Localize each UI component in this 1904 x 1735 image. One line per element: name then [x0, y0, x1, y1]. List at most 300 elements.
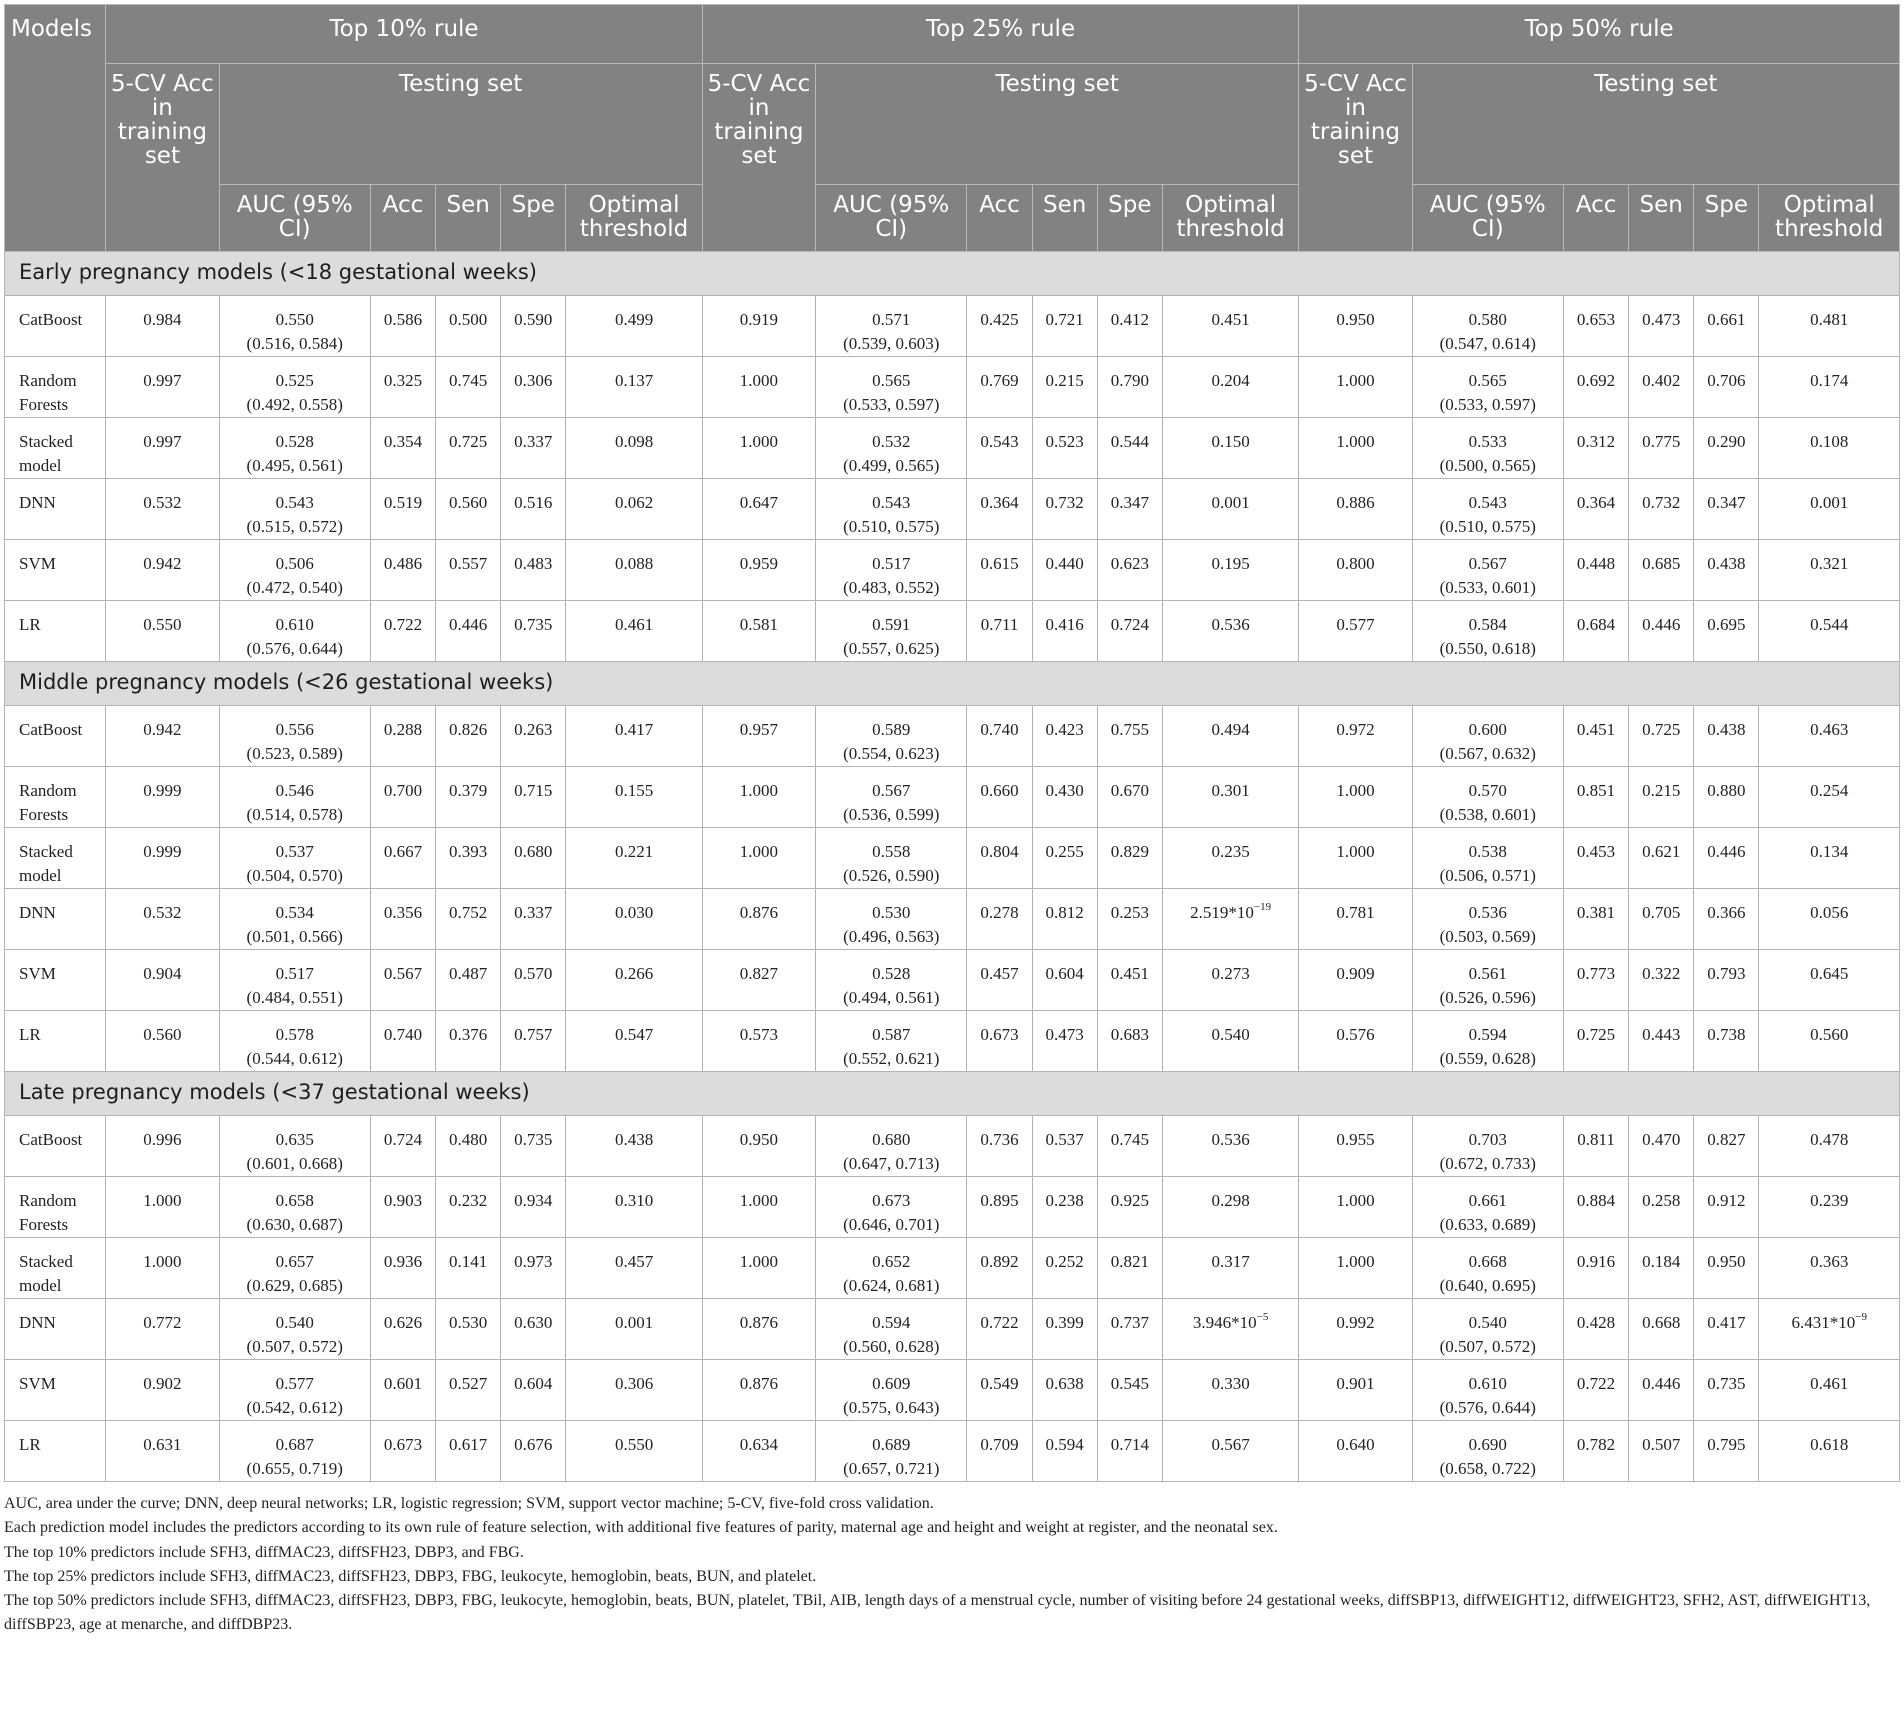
- top10-threshold-cell: 0.221: [566, 828, 702, 889]
- footnote-model-features: Each prediction model includes the predictors according to its own rule of feature selection, with additional five features of parity, maternal age and height and weight at register, and the neonatal sex.: [4, 1519, 1278, 1537]
- top10-spe-cell: 0.337: [501, 889, 566, 950]
- top25-threshold-cell: 0.451: [1162, 296, 1298, 357]
- auc-value: 0.532: [872, 432, 911, 451]
- top50-acc-cell: 0.451: [1563, 706, 1628, 767]
- top25-threshold-cell: 0.536: [1162, 1116, 1298, 1177]
- top50-auc-cell: [1412, 889, 1563, 950]
- top25-acc-cell: 0.740: [967, 706, 1032, 767]
- top25-acc-cell: 0.736: [967, 1116, 1032, 1177]
- top50-sen-cell: 0.732: [1629, 479, 1694, 540]
- top10-acc-cell: 0.354: [370, 418, 435, 479]
- top50-threshold-cell: 0.056: [1759, 889, 1900, 950]
- top25-cv-acc-cell: 1.000: [702, 418, 815, 479]
- acc-header: Acc: [967, 185, 1032, 252]
- auc-ci: (0.647, 0.713): [843, 1154, 940, 1173]
- top25-acc-cell: 0.722: [967, 1299, 1032, 1360]
- top10-spe-cell: 0.483: [501, 540, 566, 601]
- top25-spe-cell: 0.821: [1097, 1238, 1162, 1299]
- threshold-header: Optimal threshold: [1162, 185, 1298, 252]
- auc-ci: (0.554, 0.623): [843, 744, 940, 763]
- model-name: DNN: [5, 479, 106, 540]
- auc-ci: (0.496, 0.563): [843, 927, 940, 946]
- top50-acc-cell: 0.851: [1563, 767, 1628, 828]
- top10-spe-cell: 0.263: [501, 706, 566, 767]
- top10-threshold-cell: 0.417: [566, 706, 702, 767]
- table-row: [5, 1299, 1900, 1360]
- section-row: [5, 662, 1900, 706]
- top25-cv-acc-cell: 0.876: [702, 1360, 815, 1421]
- auc-ci: (0.658, 0.722): [1439, 1459, 1536, 1478]
- top10-header: Top 10% rule: [106, 5, 703, 64]
- top10-sen-cell: 0.393: [436, 828, 501, 889]
- top25-sen-cell: 0.594: [1032, 1421, 1097, 1482]
- top10-spe-cell: 0.735: [501, 1116, 566, 1177]
- top50-cv-acc-cell: 0.992: [1299, 1299, 1412, 1360]
- top25-threshold-cell: 0.001: [1162, 479, 1298, 540]
- top50-cv-acc-cell: 1.000: [1299, 357, 1412, 418]
- sen-header: Sen: [436, 185, 501, 252]
- top25-threshold-cell: 0.235: [1162, 828, 1298, 889]
- top50-threshold-cell: 0.463: [1759, 706, 1900, 767]
- auc-value: 0.540: [1468, 1313, 1507, 1332]
- cv-header: 5-CV Acc in training set: [702, 64, 815, 252]
- top10-threshold-cell: 0.088: [566, 540, 702, 601]
- auc-value: 0.661: [1468, 1191, 1507, 1210]
- top10-spe-cell: 0.757: [501, 1011, 566, 1072]
- top25-acc-cell: 0.425: [967, 296, 1032, 357]
- section-title: Middle pregnancy models (<26 gestational weeks): [5, 662, 1900, 706]
- top10-acc-cell: 0.740: [370, 1011, 435, 1072]
- top50-threshold-cell: 0.560: [1759, 1011, 1900, 1072]
- top50-threshold-cell: 0.363: [1759, 1238, 1900, 1299]
- auc-ci: (0.550, 0.618): [1439, 639, 1536, 658]
- top50-sen-cell: 0.473: [1629, 296, 1694, 357]
- top10-spe-cell: 0.676: [501, 1421, 566, 1482]
- auc-value: 0.687: [275, 1435, 314, 1454]
- model-name: Random Forests: [5, 357, 106, 418]
- top25-acc-cell: 0.711: [967, 601, 1032, 662]
- top50-cv-acc-cell: 0.950: [1299, 296, 1412, 357]
- top10-acc-cell: 0.724: [370, 1116, 435, 1177]
- model-name: SVM: [5, 1360, 106, 1421]
- top25-auc-cell: [816, 1011, 967, 1072]
- top10-auc-cell: [219, 828, 370, 889]
- table-row: [5, 1177, 1900, 1238]
- auc-value: 0.534: [275, 903, 314, 922]
- top50-sen-cell: 0.215: [1629, 767, 1694, 828]
- top10-cv-acc-cell: 0.904: [106, 950, 219, 1011]
- top10-acc-cell: 0.601: [370, 1360, 435, 1421]
- top25-acc-cell: 0.278: [967, 889, 1032, 950]
- top50-cv-acc-cell: 0.909: [1299, 950, 1412, 1011]
- top10-spe-cell: 0.570: [501, 950, 566, 1011]
- auc-value: 0.673: [872, 1191, 911, 1210]
- auc-ci: (0.499, 0.565): [843, 456, 940, 475]
- threshold-exponent: −5: [1256, 1311, 1269, 1323]
- auc-value: 0.543: [1468, 493, 1507, 512]
- top25-acc-cell: 0.660: [967, 767, 1032, 828]
- auc-ci: (0.538, 0.601): [1439, 805, 1536, 824]
- auc-ci: (0.559, 0.628): [1439, 1049, 1536, 1068]
- top25-sen-cell: 0.238: [1032, 1177, 1097, 1238]
- auc-value: 0.571: [872, 310, 911, 329]
- top10-cv-acc-cell: 0.996: [106, 1116, 219, 1177]
- table-row: [5, 357, 1900, 418]
- auc-value: 0.610: [275, 615, 314, 634]
- top50-spe-cell: 0.438: [1694, 540, 1759, 601]
- top50-spe-cell: 0.446: [1694, 828, 1759, 889]
- top25-sen-cell: 0.732: [1032, 479, 1097, 540]
- top10-cv-acc-cell: 0.902: [106, 1360, 219, 1421]
- table-row: [5, 706, 1900, 767]
- auc-value: 0.533: [1468, 432, 1507, 451]
- top25-spe-cell: 0.745: [1097, 1116, 1162, 1177]
- auc-ci: (0.526, 0.596): [1439, 988, 1536, 1007]
- top25-cv-acc-cell: 0.876: [702, 889, 815, 950]
- top25-cv-acc-cell: 0.634: [702, 1421, 815, 1482]
- section-row: [5, 252, 1900, 296]
- auc-value: 0.658: [275, 1191, 314, 1210]
- model-name: Random Forests: [5, 767, 106, 828]
- auc-ci: (0.624, 0.681): [843, 1276, 940, 1295]
- top50-acc-cell: 0.653: [1563, 296, 1628, 357]
- auc-value: 0.578: [275, 1025, 314, 1044]
- top10-acc-cell: 0.626: [370, 1299, 435, 1360]
- auc-ci: (0.503, 0.569): [1439, 927, 1536, 946]
- table-row: [5, 1238, 1900, 1299]
- top25-auc-cell: [816, 418, 967, 479]
- sen-header: Sen: [1032, 185, 1097, 252]
- spe-header: Spe: [501, 185, 566, 252]
- top10-acc-cell: 0.288: [370, 706, 435, 767]
- top50-cv-acc-cell: 0.640: [1299, 1421, 1412, 1482]
- top25-acc-cell: 0.769: [967, 357, 1032, 418]
- top10-sen-cell: 0.480: [436, 1116, 501, 1177]
- auc-ci: (0.552, 0.621): [843, 1049, 940, 1068]
- table-row: [5, 479, 1900, 540]
- top25-threshold-cell: 0.536: [1162, 601, 1298, 662]
- table-body: [5, 252, 1900, 1482]
- auc-ci: (0.492, 0.558): [246, 395, 343, 414]
- top10-cv-acc-cell: 0.999: [106, 767, 219, 828]
- auc-value: 0.668: [1468, 1252, 1507, 1271]
- top25-sen-cell: 0.215: [1032, 357, 1097, 418]
- auc-ci: (0.533, 0.597): [843, 395, 940, 414]
- top25-acc-cell: 0.673: [967, 1011, 1032, 1072]
- top50-acc-cell: 0.811: [1563, 1116, 1628, 1177]
- top25-cv-acc-cell: 0.647: [702, 479, 815, 540]
- top10-sen-cell: 0.376: [436, 1011, 501, 1072]
- top50-acc-cell: 0.725: [1563, 1011, 1628, 1072]
- top25-sen-cell: 0.416: [1032, 601, 1097, 662]
- top25-cv-acc-cell: 0.950: [702, 1116, 815, 1177]
- top50-auc-cell: [1412, 540, 1563, 601]
- top25-auc-cell: [816, 1238, 967, 1299]
- top25-spe-cell: 0.412: [1097, 296, 1162, 357]
- model-name: LR: [5, 1421, 106, 1482]
- top25-acc-cell: 0.549: [967, 1360, 1032, 1421]
- auc-ci: (0.515, 0.572): [246, 517, 343, 536]
- top10-threshold-cell: 0.550: [566, 1421, 702, 1482]
- top50-acc-cell: 0.428: [1563, 1299, 1628, 1360]
- cv-header: 5-CV Acc in training set: [1299, 64, 1412, 252]
- top25-threshold-cell: 0.195: [1162, 540, 1298, 601]
- top10-cv-acc-cell: 0.942: [106, 706, 219, 767]
- top10-cv-acc-cell: 0.550: [106, 601, 219, 662]
- top25-cv-acc-cell: 0.827: [702, 950, 815, 1011]
- auc-ci: (0.514, 0.578): [246, 805, 343, 824]
- threshold-base: 6.431*10: [1791, 1313, 1856, 1332]
- top10-spe-cell: 0.516: [501, 479, 566, 540]
- top25-header: Top 25% rule: [702, 5, 1299, 64]
- top10-auc-cell: [219, 418, 370, 479]
- top10-sen-cell: 0.557: [436, 540, 501, 601]
- top25-spe-cell: 0.347: [1097, 479, 1162, 540]
- top10-sen-cell: 0.560: [436, 479, 501, 540]
- top50-auc-cell: [1412, 1360, 1563, 1421]
- model-name: DNN: [5, 889, 106, 950]
- acc-header: Acc: [1563, 185, 1628, 252]
- auc-value: 0.517: [872, 554, 911, 573]
- auc-value: 0.546: [275, 781, 314, 800]
- model-name: SVM: [5, 540, 106, 601]
- table-row: [5, 1011, 1900, 1072]
- models-header: Models: [5, 5, 106, 252]
- top50-spe-cell: 0.438: [1694, 706, 1759, 767]
- table-row: [5, 828, 1900, 889]
- auc-ci: (0.523, 0.589): [246, 744, 343, 763]
- model-name: CatBoost: [5, 1116, 106, 1177]
- top50-spe-cell: 0.366: [1694, 889, 1759, 950]
- auc-ci: (0.633, 0.689): [1439, 1215, 1536, 1234]
- top10-threshold-cell: 0.266: [566, 950, 702, 1011]
- top10-spe-cell: 0.973: [501, 1238, 566, 1299]
- top50-threshold-cell: 0.239: [1759, 1177, 1900, 1238]
- top10-cv-acc-cell: 0.997: [106, 357, 219, 418]
- top25-threshold-cell: 0.273: [1162, 950, 1298, 1011]
- top10-sen-cell: 0.500: [436, 296, 501, 357]
- auc-value: 0.657: [275, 1252, 314, 1271]
- top25-sen-cell: 0.537: [1032, 1116, 1097, 1177]
- top25-cv-acc-cell: 0.876: [702, 1299, 815, 1360]
- top10-spe-cell: 0.735: [501, 601, 566, 662]
- top50-spe-cell: 0.950: [1694, 1238, 1759, 1299]
- top25-spe-cell: 0.724: [1097, 601, 1162, 662]
- section-row: [5, 1072, 1900, 1116]
- top25-auc-cell: [816, 706, 967, 767]
- top50-cv-acc-cell: 0.972: [1299, 706, 1412, 767]
- section-title: Late pregnancy models (<37 gestational weeks): [5, 1072, 1900, 1116]
- top10-spe-cell: 0.680: [501, 828, 566, 889]
- top25-auc-cell: [816, 828, 967, 889]
- top50-threshold-cell: 0.001: [1759, 479, 1900, 540]
- top10-auc-cell: [219, 479, 370, 540]
- top50-sen-cell: 0.322: [1629, 950, 1694, 1011]
- top10-cv-acc-cell: 1.000: [106, 1177, 219, 1238]
- auc-value: 0.537: [275, 842, 314, 861]
- auc-ci: (0.507, 0.572): [1439, 1337, 1536, 1356]
- threshold-base: 2.519*10: [1190, 903, 1254, 922]
- top25-spe-cell: 0.755: [1097, 706, 1162, 767]
- top10-auc-cell: [219, 767, 370, 828]
- top25-sen-cell: 0.440: [1032, 540, 1097, 601]
- top50-spe-cell: 0.417: [1694, 1299, 1759, 1360]
- top50-acc-cell: 0.773: [1563, 950, 1628, 1011]
- table-row: [5, 540, 1900, 601]
- top25-cv-acc-cell: 1.000: [702, 357, 815, 418]
- auc-ci: (0.601, 0.668): [246, 1154, 343, 1173]
- top25-spe-cell: 0.253: [1097, 889, 1162, 950]
- model-name: Stacked model: [5, 1238, 106, 1299]
- top10-cv-acc-cell: 0.532: [106, 889, 219, 950]
- model-name: CatBoost: [5, 706, 106, 767]
- top50-spe-cell: 0.695: [1694, 601, 1759, 662]
- top50-sen-cell: 0.402: [1629, 357, 1694, 418]
- top50-threshold-cell: 0.254: [1759, 767, 1900, 828]
- top25-cv-acc-cell: 1.000: [702, 767, 815, 828]
- top10-acc-cell: 0.567: [370, 950, 435, 1011]
- top25-threshold-cell: 0.204: [1162, 357, 1298, 418]
- auc-value: 0.538: [1468, 842, 1507, 861]
- top50-sen-cell: 0.258: [1629, 1177, 1694, 1238]
- auc-ci: (0.542, 0.612): [246, 1398, 343, 1417]
- top25-threshold-cell: 0.298: [1162, 1177, 1298, 1238]
- top50-sen-cell: 0.621: [1629, 828, 1694, 889]
- top25-cv-acc-cell: 1.000: [702, 1238, 815, 1299]
- top50-auc-cell: [1412, 1299, 1563, 1360]
- top50-acc-cell: 0.692: [1563, 357, 1628, 418]
- acc-header: Acc: [370, 185, 435, 252]
- auc-value: 0.635: [275, 1130, 314, 1149]
- top10-threshold-cell: 0.098: [566, 418, 702, 479]
- top50-sen-cell: 0.668: [1629, 1299, 1694, 1360]
- top10-spe-cell: 0.590: [501, 296, 566, 357]
- top10-sen-cell: 0.725: [436, 418, 501, 479]
- top10-sen-cell: 0.446: [436, 601, 501, 662]
- auc-value: 0.610: [1468, 1374, 1507, 1393]
- top25-threshold-cell: 0.317: [1162, 1238, 1298, 1299]
- table-row: [5, 767, 1900, 828]
- top25-acc-cell: 0.457: [967, 950, 1032, 1011]
- top25-acc-cell: 0.804: [967, 828, 1032, 889]
- top25-sen-cell: 0.423: [1032, 706, 1097, 767]
- threshold-header: Optimal threshold: [566, 185, 702, 252]
- auc-value: 0.530: [872, 903, 911, 922]
- top50-spe-cell: 0.827: [1694, 1116, 1759, 1177]
- auc-ci: (0.547, 0.614): [1439, 334, 1536, 353]
- top25-acc-cell: 0.895: [967, 1177, 1032, 1238]
- top25-sen-cell: 0.473: [1032, 1011, 1097, 1072]
- top10-spe-cell: 0.337: [501, 418, 566, 479]
- model-name: DNN: [5, 1299, 106, 1360]
- top10-cv-acc-cell: 1.000: [106, 1238, 219, 1299]
- auc-value: 0.506: [275, 554, 314, 573]
- top50-spe-cell: 0.880: [1694, 767, 1759, 828]
- top50-sen-cell: 0.725: [1629, 706, 1694, 767]
- top25-auc-cell: [816, 767, 967, 828]
- top25-acc-cell: 0.364: [967, 479, 1032, 540]
- top10-threshold-cell: 0.547: [566, 1011, 702, 1072]
- auc-value: 0.680: [872, 1130, 911, 1149]
- top50-auc-cell: [1412, 950, 1563, 1011]
- top25-acc-cell: 0.892: [967, 1238, 1032, 1299]
- model-name: Random Forests: [5, 1177, 106, 1238]
- auc-ci: (0.501, 0.566): [246, 927, 343, 946]
- top25-sen-cell: 0.604: [1032, 950, 1097, 1011]
- top50-sen-cell: 0.470: [1629, 1116, 1694, 1177]
- top50-acc-cell: 0.312: [1563, 418, 1628, 479]
- top50-cv-acc-cell: 0.781: [1299, 889, 1412, 950]
- top10-spe-cell: 0.604: [501, 1360, 566, 1421]
- auc-ci: (0.630, 0.687): [246, 1215, 343, 1234]
- top25-threshold-cell: 0.494: [1162, 706, 1298, 767]
- table-row: [5, 889, 1900, 950]
- top50-threshold-cell: [1759, 1299, 1900, 1360]
- sen-header: Sen: [1629, 185, 1694, 252]
- threshold-header: Optimal threshold: [1759, 185, 1900, 252]
- top50-spe-cell: 0.793: [1694, 950, 1759, 1011]
- top50-cv-acc-cell: 1.000: [1299, 1177, 1412, 1238]
- top10-acc-cell: 0.356: [370, 889, 435, 950]
- top50-spe-cell: 0.735: [1694, 1360, 1759, 1421]
- auc-value: 0.609: [872, 1374, 911, 1393]
- top50-acc-cell: 0.684: [1563, 601, 1628, 662]
- top10-acc-cell: 0.586: [370, 296, 435, 357]
- auc-value: 0.703: [1468, 1130, 1507, 1149]
- top25-threshold-cell: 0.150: [1162, 418, 1298, 479]
- top50-cv-acc-cell: 0.901: [1299, 1360, 1412, 1421]
- top10-threshold-cell: 0.155: [566, 767, 702, 828]
- top10-threshold-cell: 0.461: [566, 601, 702, 662]
- auc-header: AUC (95% CI): [1412, 185, 1563, 252]
- top25-spe-cell: 0.829: [1097, 828, 1162, 889]
- top50-auc-cell: [1412, 418, 1563, 479]
- model-name: LR: [5, 601, 106, 662]
- top10-cv-acc-cell: 0.997: [106, 418, 219, 479]
- top25-sen-cell: 0.252: [1032, 1238, 1097, 1299]
- top50-header: Top 50% rule: [1299, 5, 1900, 64]
- auc-ci: (0.494, 0.561): [843, 988, 940, 1007]
- top10-sen-cell: 0.141: [436, 1238, 501, 1299]
- table-footnotes: [4, 1492, 1900, 1638]
- auc-value: 0.577: [275, 1374, 314, 1393]
- top10-auc-cell: [219, 950, 370, 1011]
- top50-acc-cell: 0.364: [1563, 479, 1628, 540]
- top50-cv-acc-cell: 0.800: [1299, 540, 1412, 601]
- auc-ci: (0.560, 0.628): [843, 1337, 940, 1356]
- top25-auc-cell: [816, 601, 967, 662]
- table-row: [5, 1421, 1900, 1482]
- top10-cv-acc-cell: 0.772: [106, 1299, 219, 1360]
- top50-cv-acc-cell: 0.576: [1299, 1011, 1412, 1072]
- top25-cv-acc-cell: 0.959: [702, 540, 815, 601]
- top25-auc-cell: [816, 479, 967, 540]
- auc-ci: (0.557, 0.625): [843, 639, 940, 658]
- top25-cv-acc-cell: 0.573: [702, 1011, 815, 1072]
- top50-auc-cell: [1412, 828, 1563, 889]
- auc-header: AUC (95% CI): [219, 185, 370, 252]
- auc-ci: (0.510, 0.575): [1439, 517, 1536, 536]
- top10-auc-cell: [219, 357, 370, 418]
- top50-cv-acc-cell: 1.000: [1299, 828, 1412, 889]
- spe-header: Spe: [1694, 185, 1759, 252]
- top25-cv-acc-cell: 0.581: [702, 601, 815, 662]
- top10-threshold-cell: 0.001: [566, 1299, 702, 1360]
- auc-ci: (0.500, 0.565): [1439, 456, 1536, 475]
- top50-threshold-cell: 0.174: [1759, 357, 1900, 418]
- top50-acc-cell: 0.884: [1563, 1177, 1628, 1238]
- top10-threshold-cell: 0.030: [566, 889, 702, 950]
